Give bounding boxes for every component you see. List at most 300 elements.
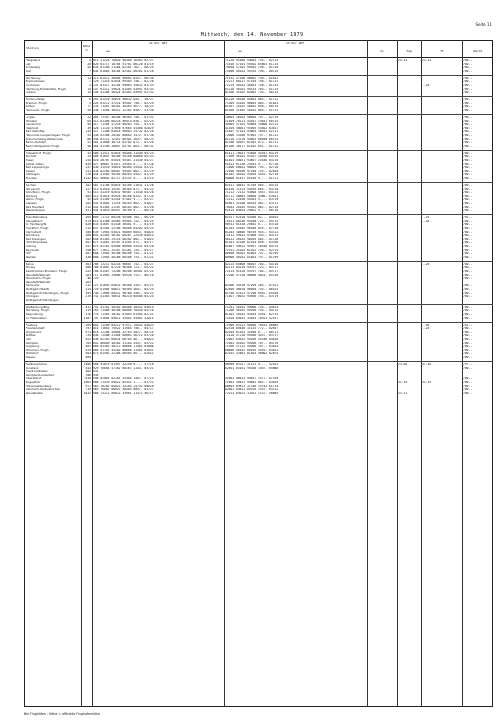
station-name: Cuxhaven [25, 84, 40, 87]
obs-remark: 700-- [463, 141, 473, 145]
obs-remark: 700-- [463, 105, 473, 109]
obs-13-gmt: 72106 57216 96608 5841- 05726 [225, 273, 279, 277]
obs-13-gmt: 91419 04654 29801 9---- 00718 [225, 209, 279, 213]
obs-13-gmt: 71503 45102 99206 707-- 04719 [225, 341, 279, 345]
station-height: 797 [85, 327, 91, 331]
obs-12-gmt: 615 81308 59505 95905 752-- 04725 [93, 219, 154, 223]
obs-12-gmt: 860 63303 58112 00806 11462 03808 [93, 345, 154, 349]
obs-12-gmt: 866 41702 45102 00606 21401 03831 [93, 348, 154, 352]
table-row [24, 392, 493, 396]
obs-remark: 700-- [463, 219, 473, 223]
station-height: 376 [85, 313, 91, 316]
obs-remark: 700-- [463, 134, 473, 137]
station-height: 438 [85, 255, 91, 259]
obs-remark: 700-- [463, 327, 473, 331]
obs-12-gmt: 131 61317 35104 99003 35632 01733 [93, 84, 154, 87]
obs-12-gmt: 815 71603 79522 31905 756-- 04717 [93, 327, 154, 331]
station-height: 734 [85, 334, 91, 338]
station-name: Freudenstadt [25, 327, 45, 331]
obs-temp-day: 31-39 [398, 381, 408, 384]
obs-remark: 700-- [463, 166, 473, 170]
station-height: 357 [85, 245, 91, 248]
station-name: Emden-Hafen [25, 98, 46, 102]
obs-12-gmt: 706 72211 63216 96607 752-- 04727 [93, 262, 154, 266]
station-height: 567 [85, 252, 91, 256]
station-name: Giessen [25, 202, 37, 205]
station-height: 529 [85, 348, 91, 352]
station-height: 92 [87, 198, 91, 202]
station-height: 567 [85, 241, 91, 245]
obs-13-gmt: 90909 02327 31151 9---- 92531 [225, 363, 279, 366]
obs-remark: 700-- [463, 381, 473, 384]
obs-13-gmt: 82102 32882 01503 46602 02875 [225, 352, 279, 356]
obs-13-gmt: 71212 72132 93808 5547- 04724 [225, 191, 279, 195]
obs-12-gmt: 525 51309 52454 97402 9---- 02727 [93, 198, 154, 202]
station-name: Passau [25, 356, 36, 359]
obs-remark: 700-- [463, 241, 473, 245]
obs-13-gmt: 41309 58051 95905 55402 03617 [225, 126, 279, 130]
obs-temp-night: 31-55 [422, 381, 432, 384]
obs-remark: 796-- [463, 116, 473, 119]
station-height: 51 [87, 141, 91, 145]
station-name: Frankfurt, Flugh. [25, 227, 50, 230]
obs-12-gmt: 729 81904 68612 98509 4657- 04725 [93, 288, 154, 291]
station-height: 42 [87, 66, 91, 70]
obs-12-gmt: 544 91810 05457 30709 9---- 00720 [93, 209, 154, 213]
obs-12-gmt: 873 81502 22206 00504 86--- 02821 [93, 352, 154, 356]
station-height: 462 [85, 345, 91, 349]
obs-12-gmt: 635 61106 21284 02101 762-- 60725 [93, 66, 154, 70]
section-divider [24, 322, 493, 323]
station-height: 157 [85, 166, 91, 170]
obs-13-gmt: 61411 70031 93408 45541 04729 [225, 151, 279, 155]
obs-remark: 700-- [463, 87, 473, 91]
station-name: Klippeneck [25, 330, 42, 334]
station-name: Stuttgart (Stadt) [25, 288, 50, 291]
station-height: 485 [85, 194, 91, 198]
obs-12-gmt: 671 41002 45107 01204 872-- 05717 [93, 241, 154, 245]
obs-temp-night: --28 [422, 327, 430, 331]
station-name: Kahler Asten [25, 162, 44, 166]
obs-12-gmt: 381 41008 30714 03702 872-- 01726 [93, 141, 154, 145]
obs-12-gmt: 708 81807 67216 96406 723-- 05722 [93, 266, 154, 270]
station-height: 268 [85, 234, 91, 238]
station-name: Weiden [25, 255, 37, 259]
obs-13-gmt: 81810 11514 94304 864-- 04718 [225, 187, 279, 191]
station-height: 322 [85, 270, 91, 273]
station-name: Berus [25, 262, 34, 266]
station-name: Hof [25, 252, 31, 256]
section-divider [24, 182, 493, 183]
obs-remark: 700-- [463, 84, 473, 87]
table-header [24, 40, 493, 58]
station-name: Hannover, Flugh. [25, 109, 51, 112]
obs-temp-night: 21-33 [422, 59, 432, 62]
station-name: Gr. Falkenstein [25, 316, 47, 320]
station-name: Wahn, Flugh. [25, 198, 45, 202]
obs-13-gmt: 81108 30207 01502 672-- 01721 [225, 141, 279, 145]
page-title: Mittwoch, den 14. November 1979 [200, 32, 304, 38]
obs-13-gmt: 71512 57106 96602 756-- 01622 [225, 76, 279, 80]
obs-remark: 700-- [463, 288, 473, 291]
obs-13-gmt: 80908 50102 01803 757-- 01709 [225, 255, 279, 259]
obs-13-gmt: 81611 40632 91709 685-- 04724 [225, 184, 279, 187]
station-height: 363 [85, 262, 91, 266]
station-height: 202 [85, 184, 91, 187]
obs-12-gmt: 513 61910 15107 96304 871-- 04722 [93, 187, 154, 191]
obs-remark: 700-- [463, 245, 473, 248]
obs-remark: 700-- [463, 338, 473, 341]
obs-12-gmt: 675 61102 62606 00906 35531 04720 [93, 245, 154, 248]
station-height: 163 [85, 280, 91, 284]
obs-12-gmt: 931 [93, 370, 99, 374]
obs-13-gmt: 71219 38102 46503 756-- 01725 [225, 84, 279, 87]
table-row [24, 256, 493, 260]
obs-remark: 700-- [463, 101, 473, 105]
station-height: 810 [85, 377, 91, 381]
obs-13-gmt: 72002 65032 99206 55538 04618 [225, 338, 279, 341]
station-height: 14 [87, 87, 91, 91]
station-name: Karlsruhe [25, 284, 40, 288]
obs-12-gmt: 313 61306 60216 96914 856-- 02725 [93, 119, 154, 123]
obs-remark: 700-- [463, 255, 473, 259]
obs-remark: 700-- [463, 205, 473, 209]
station-name: Diepholz [25, 126, 39, 130]
station-name: Bad Lippspringe [25, 166, 49, 170]
obs-12-gmt: 501 51708 65016 94109 11631 31728 [93, 184, 154, 187]
table-row [24, 299, 493, 303]
obs-remark: 700-- [463, 223, 473, 227]
station-name: Schleswig [25, 66, 40, 70]
header-cl: CL [380, 49, 384, 53]
obs-remark: 700-- [463, 76, 473, 80]
obs-12-gmt: 677 71612 25107 02101 754-- 04717 [93, 248, 154, 252]
station-height: 921 [85, 209, 91, 213]
obs-remark: 700-- [463, 62, 473, 66]
obs-12-gmt: 113 81512 56684 98602 8557- 06730 [93, 76, 154, 80]
obs-13-gmt: 21407 57101 95804 16931 02721 [225, 130, 279, 134]
station-name: München, Flugh. [25, 348, 50, 352]
section-divider [24, 114, 493, 115]
obs-remark: 700-- [463, 313, 473, 316]
obs-13-gmt: 82501 61031 99208 1567- 05608 [225, 366, 279, 370]
obs-12-gmt: 410 30707 65016 95407 31430 04727 [93, 159, 154, 162]
obs-13-gmt: 82310 65636 31133 772-- 02657 [225, 327, 279, 331]
station-height: 39 [87, 126, 91, 130]
obs-13-gmt: 72006 14106 97602 757-- 01722 [225, 134, 279, 137]
obs-12-gmt: 838 82103 60024 00705 86--- 04823 [93, 338, 154, 341]
station-name: Friedrichshafen [25, 370, 48, 374]
obs-13-gmt: 82509 40616 96509 755-- 06515 [225, 288, 279, 291]
obs-12-gmt: 224 61212 57214 99302 756-- 02729 [93, 101, 154, 105]
obs-remark: 700-- [463, 356, 473, 359]
obs-12-gmt: 908 91819 01497 32250 9---- 57716 [93, 363, 154, 366]
header-tt: Tt [440, 49, 444, 53]
obs-remark: 700-- [463, 202, 473, 205]
station-name: Düsseldorf, Flugh. [25, 151, 52, 155]
obs-12-gmt: 513 41319 62031 96507 11530 04728 [93, 191, 154, 195]
header-station: Station [26, 46, 39, 50]
obs-12-gmt: 406 61607 56106 95106 80660 04733 [93, 155, 154, 159]
obs-remark: 700-- [463, 330, 473, 334]
obs-remark: 700-- [463, 126, 473, 130]
section-divider [24, 304, 493, 305]
station-height: 7 [89, 69, 91, 73]
obs-remark: 700-- [463, 109, 473, 112]
obs-13-gmt: 81110 13110 95602 60030 00723 [225, 137, 279, 141]
station-name: Norderney [25, 76, 41, 80]
header-hoehe: Höhe [82, 44, 91, 48]
station-name: Kempten [25, 341, 39, 345]
station-name: Hohenpeißenberg [25, 384, 52, 388]
obs-13-gmt: 71206 56102 99106 754-- 04712 [225, 309, 279, 313]
obs-remark: 797-- [463, 363, 473, 366]
header-group2: 13 Uhr GMT [285, 41, 305, 45]
obs-12-gmt: 962 70203 84022 33105 15742 00620 [93, 384, 154, 388]
station-name: Hof-Hohensaas [25, 241, 48, 245]
station-name: Neustadt/Weinstr. [25, 280, 52, 284]
obs-12-gmt: 776 71305 28102 01903 61304 02721 [93, 313, 154, 316]
obs-13-gmt: 71016 57101 99302 65601 01724 [225, 62, 279, 66]
section-divider [24, 214, 493, 215]
section-divider [24, 150, 493, 151]
obs-12-gmt: 711 61903 25606 99526 7517- 06716 [93, 273, 154, 277]
station-name: Bremen, Flugh. [25, 101, 48, 105]
station-height: 176 [85, 173, 91, 177]
station-name: Lingen [25, 116, 36, 119]
station-name: Garmisch-Partenkirchen [25, 388, 61, 392]
station-name: Bremerhaven [25, 80, 46, 84]
obs-temp-night: --29 [422, 216, 430, 220]
obs-13-gmt: 71309 35102 96803 864-- 01624 [225, 101, 279, 105]
obs-13-gmt: 91812 01146 29203 9---- 07718 [225, 162, 279, 166]
station-name: Berlin-Tempelhof, Flugh. [25, 144, 61, 148]
obs-remark: 700-- [463, 366, 473, 370]
station-height: 53 [87, 134, 91, 137]
station-name: Mühldorf [25, 352, 39, 356]
station-name: Bad Kissingen [25, 237, 46, 241]
station-name: Ulm [25, 338, 32, 341]
obs-13-gmt: 71912 25102 01202 754-- 02715 [225, 248, 279, 252]
obs-12-gmt: 320 11110 57056 97605 54400 02829 [93, 126, 154, 130]
obs-remark: 700-- [463, 159, 473, 162]
obs-remark: 700-- [463, 341, 473, 345]
station-name: Würzburg [25, 234, 40, 238]
obs-13-gmt: 90000 01457 09156 9---- 01711 [225, 177, 279, 180]
obs-12-gmt: 452 90002 02717 01151 9---- 01715 [93, 177, 154, 180]
station-height: 719 [85, 388, 91, 392]
station-name: Bad Salzuflen [25, 130, 46, 134]
station-height: 409 [85, 356, 91, 359]
station-name: Freiburg [25, 323, 38, 327]
obs-13-gmt: 71106 57212 95906 707-- 03814 [225, 345, 279, 349]
obs-remark: 700-- [463, 334, 473, 338]
table-row [24, 177, 493, 181]
station-height: 231 [85, 169, 91, 173]
obs-12-gmt: 438 82205 60507 99402 862-- 02719 [93, 169, 154, 173]
station-name: Kempten/Lanzerted [25, 373, 54, 377]
obs-13-gmt: 72313 84012 33201 1147- 56605 [225, 391, 279, 395]
header-ww2: ww [238, 49, 242, 53]
obs-12-gmt: 934 [93, 373, 99, 377]
header-tag: Tag [406, 49, 412, 53]
obs-13-gmt: 81216 50102 99153 764-- 01724 [225, 87, 279, 91]
station-height: 112 [85, 284, 91, 288]
obs-remark: 700-- [463, 227, 473, 230]
station-name: Neustadt/Weinstr. [25, 273, 52, 277]
obs-13-gmt: 82113 84216 94707 723-- 05717 [225, 266, 279, 270]
obs-12-gmt: 742 41303 50631 96210 68508 04724 [93, 295, 154, 299]
station-height: 395 [85, 291, 91, 295]
obs-remark: 700-- [463, 345, 473, 349]
station-height: 112 [85, 227, 91, 230]
obs-12-gmt: 633 01607 01438 30401 9---- 03719 [93, 223, 154, 227]
station-height: 22 [87, 116, 91, 119]
obs-12-gmt: 688 71903 56106 00206 754-- 01721 [93, 255, 154, 259]
obs-remark: 700-- [463, 248, 473, 252]
station-height: 14 [87, 91, 91, 95]
obs-12-gmt: 852 86009 40102 31105 3457- 03722 [93, 341, 154, 345]
obs-12-gmt: 384 41109 26607 03701 863-- 00731 [93, 144, 154, 148]
obs-13-gmt: 71416 57216 99306 4557- 03717 [225, 334, 279, 338]
table-row [24, 70, 493, 74]
obs-12-gmt: 803 71209 85212 97511 78542 04823 [93, 323, 154, 327]
obs-remark: 700-- [463, 123, 473, 127]
obs-12-gmt: 791 51604 89012 34402 59402 52814 [93, 316, 154, 320]
obs-remark: 700-- [463, 277, 473, 281]
obs-12-gmt: 658 81303 25116 00202 802-- 01822 [93, 237, 154, 241]
obs-12-gmt: 444 41503 50105 00203 4552- 01729 [93, 173, 154, 177]
obs-remark: 700-- [463, 270, 473, 273]
obs-remark: 700-- [463, 295, 473, 299]
obs-remark: 700-- [463, 187, 473, 191]
station-name: Regensburg [25, 313, 43, 316]
obs-remark: 700-- [463, 388, 473, 392]
obs-remark: 700-- [463, 237, 473, 241]
station-height: 269 [85, 323, 91, 327]
obs-12-gmt: 338 81106 20102 00002 1572- 01730 [93, 134, 154, 137]
table-row [24, 145, 493, 149]
station-height: 977 [85, 384, 91, 388]
obs-remark: 700-- [463, 173, 473, 177]
station-name: Öhringen [25, 295, 39, 299]
obs-13-gmt: 71306 56102 93107 20936 04719 [225, 155, 279, 159]
station-height: 1142 [83, 177, 91, 180]
station-name: Essen [25, 159, 34, 162]
obs-13-gmt: 82215 65806 96507 784-- 04718 [225, 262, 279, 266]
obs-temp-night: --26 [422, 219, 430, 223]
obs-13-gmt: 81201 32106 01204 856-- 03708 [225, 241, 279, 245]
station-height: 55 [87, 109, 91, 112]
obs-12-gmt: 430 31510 59016 98404 25441 02721 [93, 166, 154, 170]
obs-13-gmt: 71811 60256 94106 722-- 04715 [225, 219, 279, 223]
station-height: 96 [87, 277, 91, 281]
obs-remark: 700-- [463, 91, 473, 95]
obs-remark: 700-- [463, 273, 473, 277]
obs-temp-day: 23-08 [398, 363, 408, 366]
obs-12-gmt: 305 71107 40106 96503 756-- 01731 [93, 116, 154, 119]
station-height: 7 [89, 80, 91, 84]
obs-remark: 700-- [463, 198, 473, 202]
obs-12-gmt: 645 61005 30104 02302 86201 01726 [93, 69, 154, 73]
station-name: Feldberg/Schw. [25, 363, 48, 366]
obs-13-gmt: 81203 48606 90709 955-- 04722 [225, 230, 279, 234]
station-height: 212 [85, 205, 91, 209]
station-name: Nürburg [25, 194, 38, 198]
obs-remark: 791-- [463, 216, 473, 220]
obs-13-gmt: 70303 20102 95102 862-- 02720 [225, 205, 279, 209]
station-name: Kassel [25, 169, 35, 173]
station-height: 135 [85, 130, 91, 134]
station-height: 706 [85, 373, 91, 377]
obs-12-gmt: 946 82002 82102 33404 1567- 07715 [93, 377, 154, 381]
obs-12-gmt: 203 81210 50616 98032 855-- 50727 [93, 98, 154, 102]
obs-13-gmt: 72306 56106 97206 755-- 02620 [225, 169, 279, 173]
station-name: Braunschweig-Völkenrode [25, 137, 63, 141]
obs-13-gmt: 81203 40102 94304 4552- 02718 [225, 173, 279, 177]
obs-13-gmt: 71211 60227 97104 756-- 01722 [225, 80, 279, 84]
station-name: Weißenburg/Bay. [25, 305, 50, 309]
station-height: 403 [85, 352, 91, 356]
table-row [24, 109, 493, 113]
station-height: 108 [85, 230, 91, 234]
station-height: 282 [85, 237, 91, 241]
station-name: Stuttgart-Echterdingen [25, 298, 59, 302]
station-name: Osnabrück [25, 123, 42, 127]
table-row [24, 356, 493, 360]
station-name: Berlin-Dahlem [25, 141, 47, 145]
station-height: 265 [85, 216, 91, 220]
station-height: 443 [85, 366, 91, 370]
obs-12-gmt: 156 51108 56424 02403 03991 01732 [93, 91, 154, 95]
obs-temp-night: --56 [422, 323, 430, 327]
obs-temp-night: --28 [422, 84, 430, 87]
station-height: 4 [89, 59, 91, 62]
obs-12-gmt: 818 72106 59804 32703 4817- 00714 [93, 330, 154, 334]
obs-13-gmt: 70805 50102 96604 757-- 02719 [225, 116, 279, 119]
obs-12-gmt: 427 90007 01417 29303 9---- 07720 [93, 162, 154, 166]
obs-13-gmt: 71406 60032 98604 754-- 02718 [225, 166, 279, 170]
obs-remark: 700-- [463, 352, 473, 356]
obs-remark: 700-- [463, 177, 473, 180]
obs-remark: 700-- [463, 119, 473, 123]
obs-13-gmt: 80908 50102 01803 757-- 01709 [225, 252, 279, 256]
obs-remark: 700-- [463, 230, 473, 234]
obs-13-gmt: 60603 83612 31706 15742 01714 [225, 384, 279, 388]
station-height: 182 [85, 202, 91, 205]
obs-temp-night: --26 [422, 262, 430, 266]
station-name: Lübeck [25, 91, 36, 95]
obs-remark: 700-- [463, 266, 473, 270]
obs-remark: 700-- [463, 66, 473, 70]
obs-remark: 700-- [463, 144, 473, 148]
station-height: 826 [85, 223, 91, 227]
obs-12-gmt: 542 81303 21107 00102 862-- 01720 [93, 205, 154, 209]
obs-remark: 700-- [463, 291, 473, 295]
obs-remark: 700-- [463, 194, 473, 198]
obs-12-gmt: 348 81112 12512 00301 2657- 00723 [93, 137, 154, 141]
obs-12-gmt: 515 61810 95926 98108 6242- 07724 [93, 194, 154, 198]
station-height: 86 [87, 137, 91, 141]
station-height: 64 [87, 119, 91, 123]
obs-12-gmt: 725 [93, 277, 99, 281]
obs-13-gmt: 71002 58451 99802 862-- 03819 [225, 381, 279, 384]
station-name: Konstanz [25, 366, 39, 370]
table-row [24, 317, 493, 321]
station-height: 705 [85, 341, 91, 345]
station-height: 386 [85, 266, 91, 270]
obs-12-gmt: 730 71605 60522 98708 3567- 05723 [93, 291, 154, 295]
